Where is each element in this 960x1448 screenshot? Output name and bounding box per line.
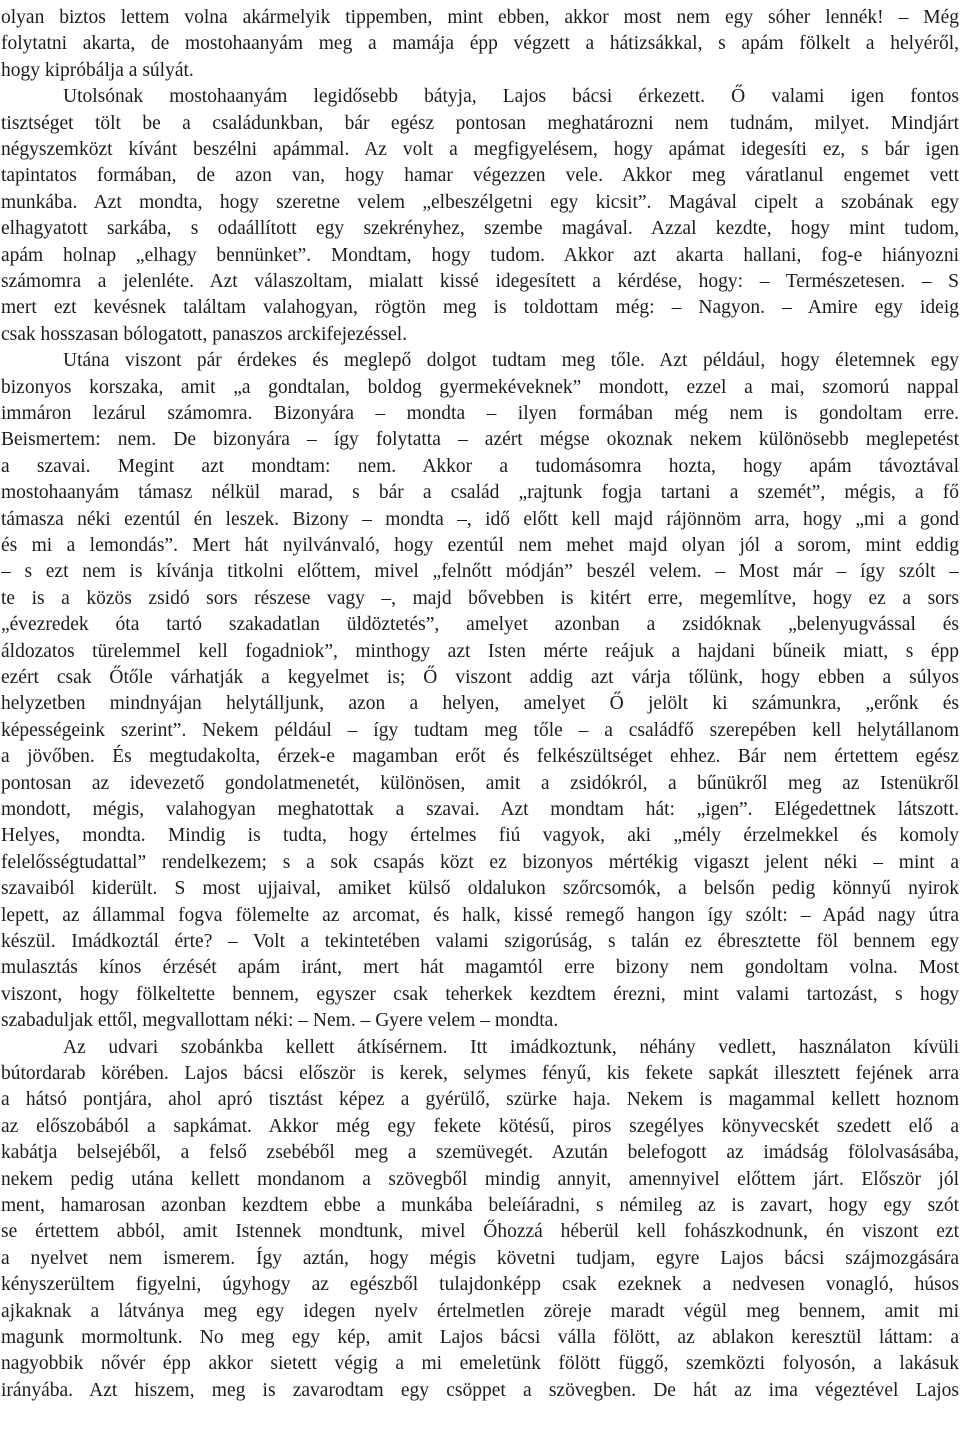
text-line: lepett, az állammal fogva fölemelte az arcomat, és halk, kissé remegő hangon így szólt: – Apád nagy útra	[1, 904, 959, 926]
text-line: képességeink szerint”. Nekem például – így tudtam meg tőle – a családfő szerepében kell helytállanom	[1, 719, 959, 741]
text-line: áldozatos türelemmel kell fogadniok”, minthogy azt Isten mérte reájuk a hajdani bűneik miatt, s épp	[1, 640, 959, 662]
text-line: mert ezt kevésnek találtam valahogyan, rögtön meg is toldottam még: – Nagyon. – Amire egy ideig	[1, 297, 959, 319]
text-line: helyzetben mindnyájan helytálljunk, azon a helyen, amelyet Ő jelölt ki számunkra, „erőnk és	[1, 693, 959, 715]
text-line: viszont, hogy fölkeltette bennem, egyszer csak teherkek kezdtem érezni, mint valami tartozást, s hogy	[1, 983, 959, 1005]
text-line: tapintatos formában, de azon van, hogy hamar végezzen vele. Akkor meg váratlanul engemet vett	[1, 165, 959, 187]
text-line: szabaduljak ettől, megvallottam néki: – Nem. – Gyere velem – mondta.	[1, 1010, 559, 1032]
text-line: folytatni akarta, de mostohaanyám meg a mamája épp végzett a hátizsákkal, s apám fölkelt a helyéről,	[1, 33, 959, 55]
text-line: kabátja belsejéből, a felső zsebéből meg a szemüvegét. Azután belefogott az imádság fölolvasásába,	[1, 1142, 959, 1164]
text-line: – s ezt nem is kívánja titkolni előttem, mivel „felnőtt módján” beszél velem. – Most már – így szólt –	[1, 561, 959, 583]
text-line: és mi a lemondás”. Mert hát nyilvánvaló, hogy ezentúl nem mehet majd olyan jól a sorom, mint eddig	[1, 535, 959, 556]
text-line: Helyes, mondta. Mindig is tudta, hogy értelmes fiú vagyok, aki „mély érzelmekkel és komoly	[1, 825, 959, 847]
text-line: pontosan az idevezető gondolatmenetét, különösen, amit a zsidókról, a bűnükről meg az Istenükről	[1, 772, 959, 794]
text-line: „évezredek óta tartó szakadatlan üldöztetés”, amelyet azonban a zsidóknak „belenyugvással és	[1, 614, 959, 636]
text-line: munkába. Azt mondta, hogy szeretne velem „elbeszélgetni egy kicsit”. Magával cipelt a szobának egy	[1, 191, 959, 213]
text-line: a nyelvet nem ismerem. Így aztán, hogy mégis követni tudjam, egyre Lajos bácsi szájmozgására	[1, 1247, 959, 1269]
text-line: kényszerültem figyelni, úgyhogy az egészből tulajdonképp csak ezeknek a nedvesen vonagló, húsos	[1, 1274, 959, 1296]
text-line: olyan biztos lettem volna akármelyik tippemben, mint ebben, akkor most nem egy sóher lennék! – Még	[1, 7, 959, 28]
text-line: felelősségtudattal” rendelkezem; s a sok csapás közt ez bizonyos mértékig vigaszt jelent néki – mint a	[1, 851, 959, 873]
text-line: mostohaanyám támasz nélkül marad, s bár a család „rajtunk fogja tartani a szemét”, mégis, a fő	[1, 482, 959, 504]
text-line: Utolsónak mostohaanyám legidősebb bátyja, Lajos bácsi érkezett. Ő valami igen fontos	[63, 86, 959, 108]
text-line: tisztséget tölt be a családunkban, bár egész pontosan meghatározni nem tudnám, milyet. Mindjárt	[1, 112, 959, 134]
text-line: se értettem abból, amit Istennek mondtunk, mivel Őhozzá héberül kell fohászkodnunk, én viszont ezt	[1, 1221, 959, 1243]
text-line: Utána viszont pár érdekes és meglepő dolgot tudtam meg tőle. Azt például, hogy életemnek egy	[63, 350, 959, 372]
text-line: mulasztás kínos érzését apám iránt, mert hát magamtól erre bizony nem gondoltam volna. Most	[1, 957, 959, 979]
text-line: ezért csak Őtőle várhatják a kegyelmet is; Ő viszont addig azt várja tőlünk, hogy ebben a súlyos	[1, 667, 959, 688]
text-line: nagyobbik nővér épp akkor sietett végig a mi emeletünk fölött függő, szemközti folyosón, a lakásuk	[1, 1353, 959, 1375]
text-line: immáron lezárul számomra. Bizonyára – mondta – ilyen formában még nem is gondoltam erre.	[1, 403, 959, 424]
text-line: magunk mormoltunk. No meg egy kép, amit Lajos bácsi válla fölött, az ablakon keresztül láttam: a	[1, 1327, 959, 1348]
text-line: az előszobából a sapkámat. Akkor még egy fekete kötésű, piros szegélyes könyvecskét szedett elő a	[1, 1115, 959, 1137]
text-line: a szavai. Megint azt mondtam: nem. Akkor a tudomásomra hozta, hogy apám távoztával	[1, 455, 959, 477]
text-line: mondott, mégis, valahogyan meghatottak a szavai. Azt mondtam hát: „igen”. Elégedettnek látszott.	[1, 799, 959, 820]
text-line: négyszemközt kívánt beszélni apámmal. Az volt a megfigyelésem, hogy apámat idegesíti ez, s bár igen	[1, 139, 959, 160]
text-line: Beismertem: nem. De bizonyára – így folytatta – azért mégse okoznak nekem különösebb meglepetést	[1, 429, 959, 451]
text-line: irányába. Azt hiszem, meg is zavarodtam egy csöppet a szövegben. De hát az ima végeztével Lajos	[1, 1379, 959, 1401]
text-line: szavaiból kiderült. S most ujjaival, amiket külső oldalukon szőrcsomók, a belsőn pedig könnyű nyirok	[1, 878, 959, 900]
text-line: te is a közös zsidó sors részese vagy –, majd bővebben is kitért erre, megemlítve, hogy ez a sors	[1, 587, 959, 609]
text-line: ajkaknak a látványa meg egy idegen nyelv értelmetlen zöreje maradt végül meg bennem, amit mi	[1, 1300, 959, 1322]
text-line: hogy kipróbálja a súlyát.	[1, 59, 194, 81]
text-line: csak hosszasan bólogatott, panaszos arckifejezéssel.	[1, 323, 408, 345]
text-line: bizonyos korszaka, amit „a gondtalan, boldog gyermekéveknek” mondott, ezzel a mai, szomorú nappal	[1, 376, 959, 398]
text-line: számomra a jelenléte. Azt válaszoltam, mialatt kissé idegesített a kérdése, hogy: – Természetesen. – S	[1, 271, 959, 292]
text-line: a jövőben. És megtudakolta, érzek-e magamban erőt és felkészültséget ehhez. Bár nem értettem egész	[1, 746, 959, 768]
text-line: Az udvari szobánkba kellett átkísérnem. Itt imádkoztunk, néhány vedlett, használaton kívüli	[63, 1036, 959, 1058]
text-line: támasza néki ezentúl én leszek. Bizony – mondta –, idő előtt kell majd rájönnöm arra, hogy „mi a gond	[1, 508, 959, 530]
text-line: ment, hamarosan azonban kezdtem ebbe a munkába beleíáradni, s némileg az is zavart, hogy egy szót	[1, 1195, 959, 1216]
text-line: bútordarab körében. Lajos bácsi először is kerek, selymes fényű, kis fekete sapkát illesztett fejének arra	[1, 1063, 959, 1084]
text-line: nekem pedig utána kellett mondanom a szövegből mindig annyit, amennyivel előttem járt. Először jól	[1, 1168, 959, 1190]
text-line: apám holnap „elhagy bennünket”. Mondtam, hogy tudom. Akkor azt akarta hallani, fog-e hiányozni	[1, 244, 959, 266]
text-line: elhagyatott sarkába, s odaállított egy szekrényhez, szembe magával. Azzal kezdte, hogy mint tudom,	[1, 218, 959, 240]
text-line: készül. Imádkoztál érte? – Volt a tekintetében valami szigorúság, s talán ez ébresztette föl bennem egy	[1, 931, 959, 952]
text-line: a hátsó pontjára, ahol apró tisztást képez a gyérülő, szürke haja. Nekem is magammal kellett hoznom	[1, 1089, 959, 1111]
